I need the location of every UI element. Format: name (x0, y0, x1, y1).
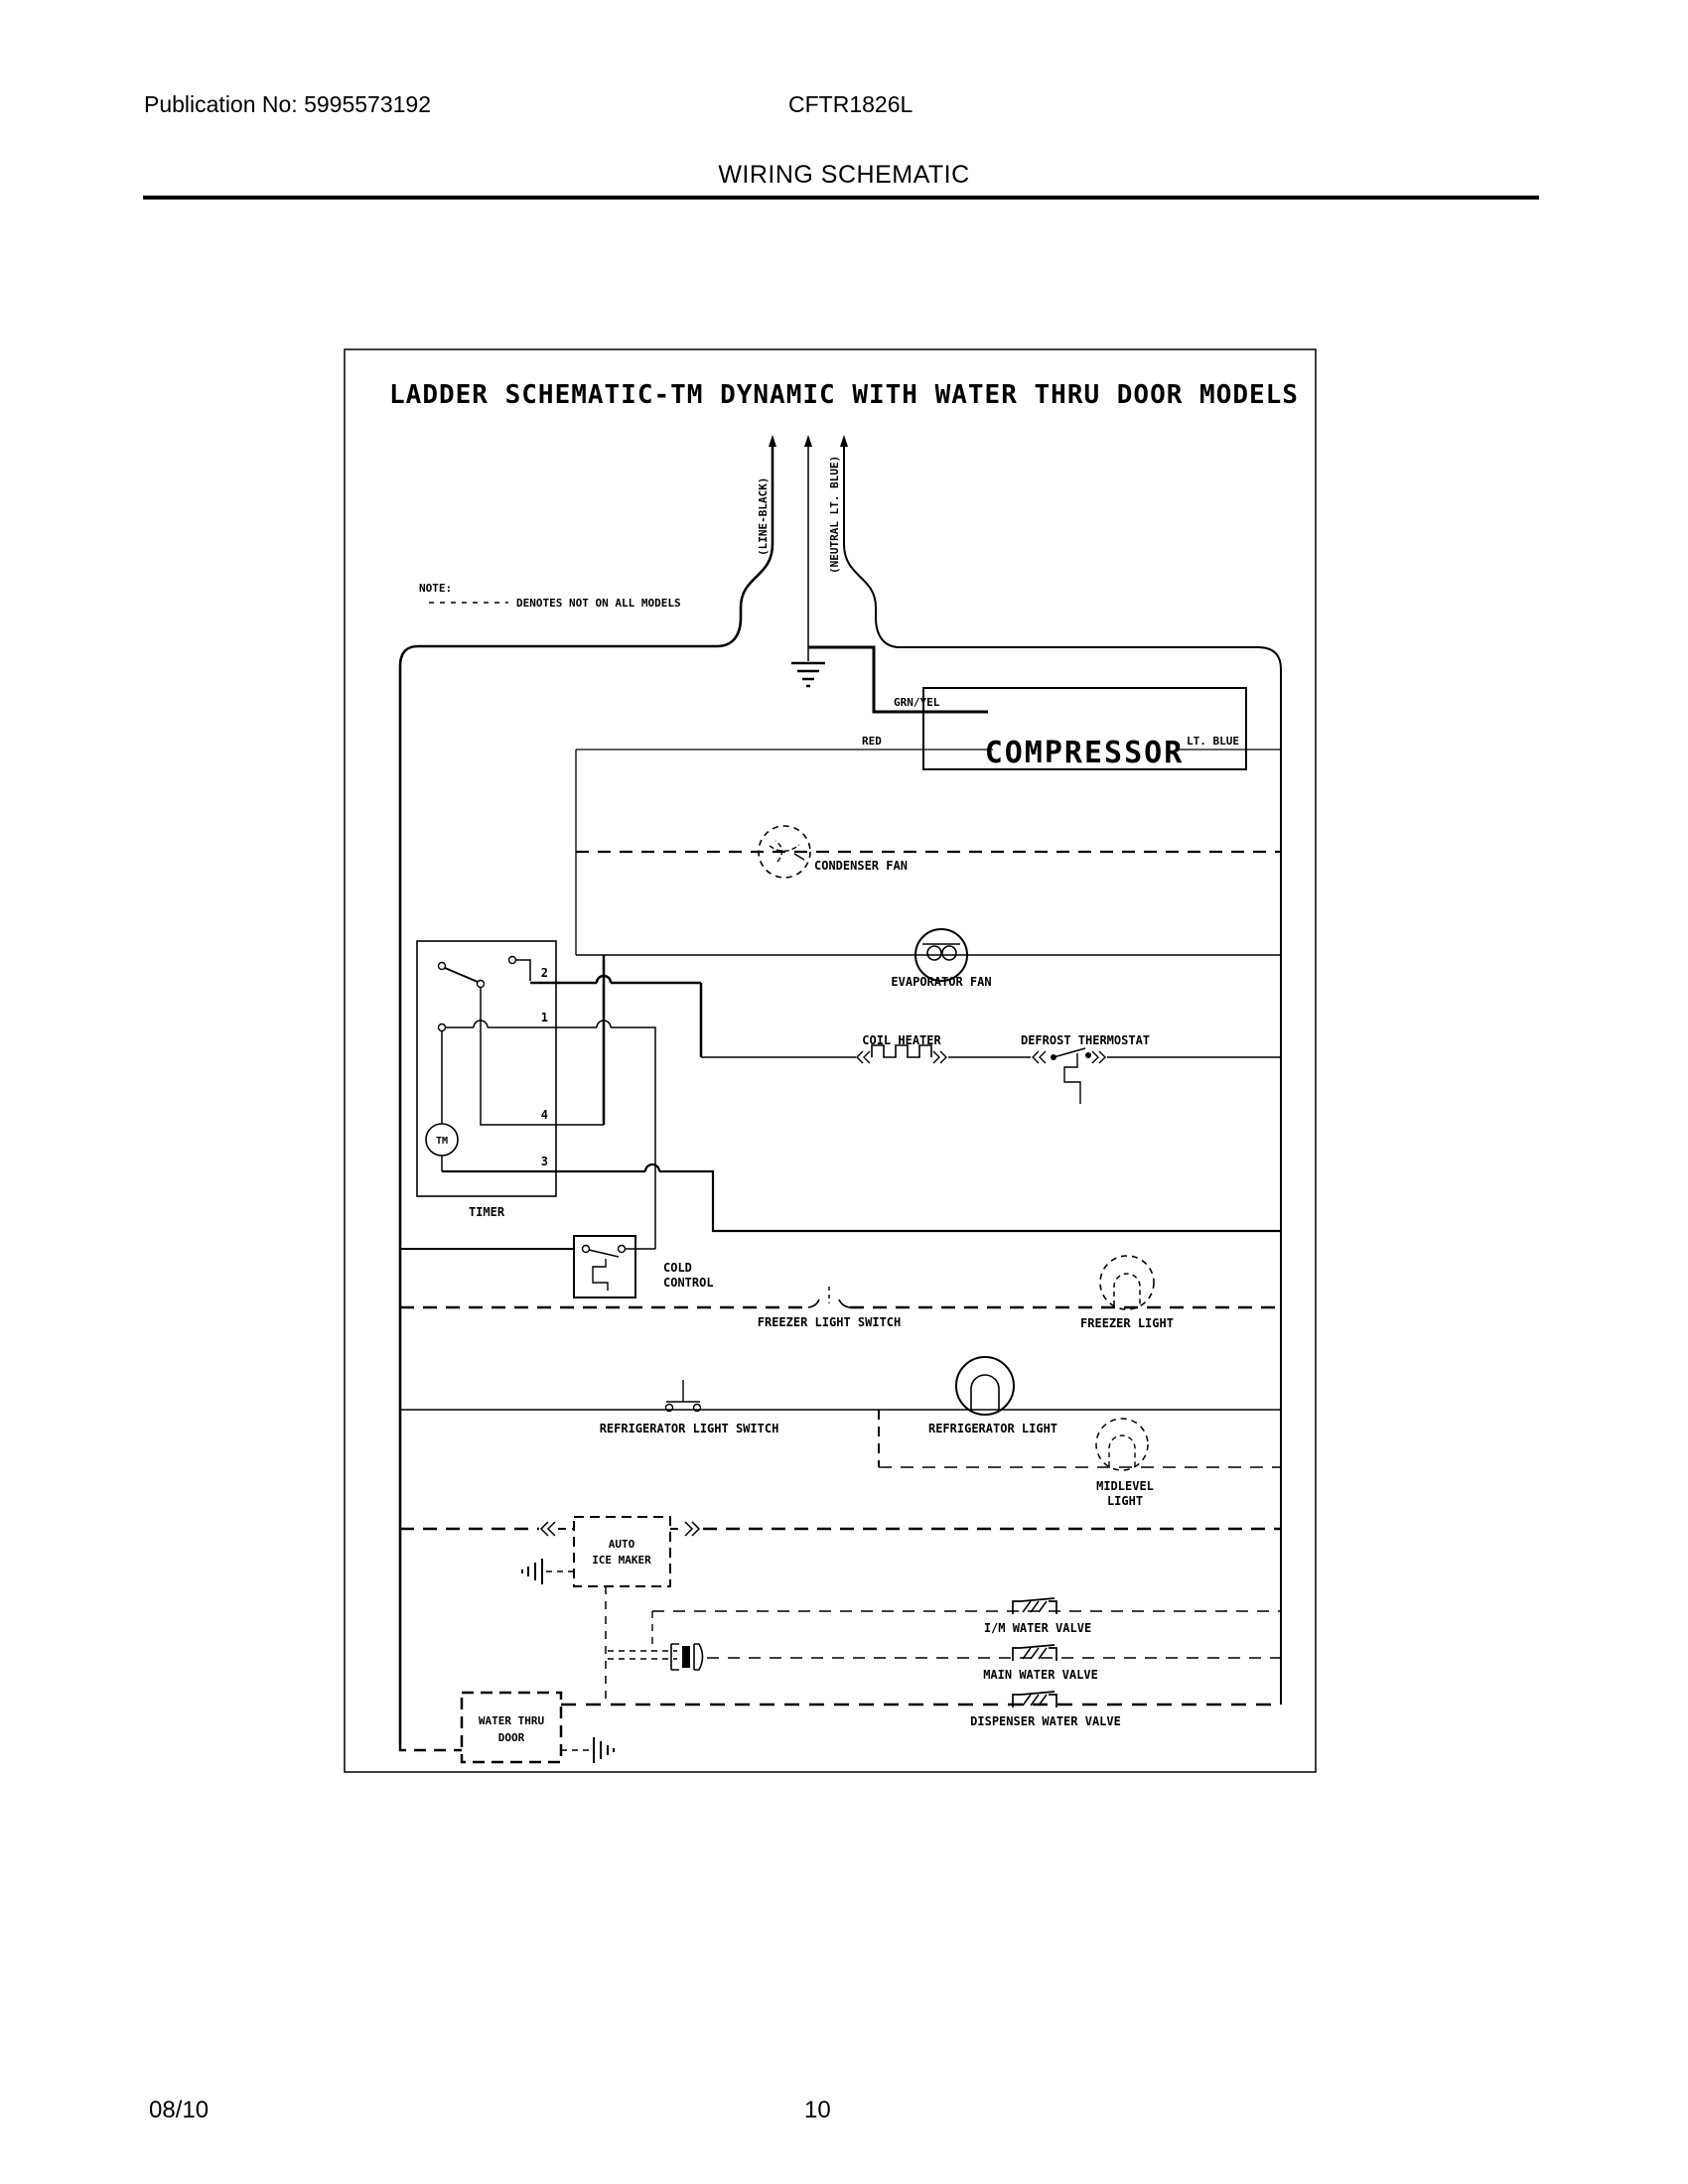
connector-left-icon (1033, 1051, 1046, 1063)
fan-blade-icon (794, 854, 804, 860)
cold-control-sensor-icon (593, 1259, 608, 1291)
freezer-light-switch-icon (808, 1299, 819, 1307)
fan-blade-icon (770, 845, 799, 851)
ground-icon (791, 647, 825, 686)
ice-maker-label-line1: AUTO (608, 1538, 635, 1551)
water-thru-door-label-line2: DOOR (497, 1731, 525, 1744)
plug-connector-icon (671, 1644, 703, 1670)
lamp-filament (1109, 1435, 1135, 1466)
freezer-light-label: FREEZER LIGHT (1080, 1316, 1174, 1330)
midlevel-light-label-line2: LIGHT (1106, 1494, 1144, 1508)
thermostat-blade (1054, 1048, 1085, 1057)
lamp-filament (1114, 1274, 1140, 1305)
main-water-valve-label: MAIN WATER VALVE (983, 1668, 1098, 1682)
connector-left-icon (541, 1522, 555, 1536)
timer-wire-3 (442, 1171, 1281, 1231)
refrigerator-light-bulb-icon (956, 1357, 1014, 1415)
refrigerator-light-label: REFRIGERATOR LIGHT (927, 1422, 1058, 1435)
timer-box (417, 941, 556, 1196)
freezer-light-switch-label: FREEZER LIGHT SWITCH (757, 1315, 902, 1329)
defrost-timer (417, 941, 1281, 1249)
timer-switch-blade (445, 968, 478, 982)
cold-control-blade (589, 1250, 619, 1257)
freezer-light-switch-icon (839, 1299, 850, 1307)
wire-hop (645, 1164, 659, 1171)
connector-right-icon (933, 1051, 946, 1063)
coil-heater-label: COIL HEATER (862, 1033, 941, 1047)
schematic-title: LADDER SCHEMATIC-TM DYNAMIC WITH WATER THRU DOOR MODELS (389, 380, 1299, 410)
note-label: NOTE: (419, 582, 453, 595)
water-thru-door-label-line1: WATER THRU (478, 1714, 545, 1727)
connector-leads (608, 1651, 677, 1659)
midlevel-light-bulb-icon (1096, 1419, 1148, 1470)
red-label: RED (862, 735, 882, 748)
timer-contact-2: 2 (540, 966, 548, 980)
grn-yel-label: GRN/YEL (894, 696, 940, 709)
note-text: DENOTES NOT ON ALL MODELS (516, 597, 681, 610)
refrigerator-light-switch-label: REFRIGERATOR LIGHT SWITCH (599, 1422, 779, 1435)
line-black-label: (LINE-BLACK) (757, 477, 770, 556)
ground-icon (561, 1737, 614, 1763)
refrigerator-light-circuit (400, 1357, 1281, 1435)
neutral-wire-right-rail (844, 447, 1281, 1705)
contact-terminal (619, 1246, 626, 1253)
contact-terminal (1085, 1052, 1091, 1058)
timer-contact-3: 3 (540, 1155, 548, 1168)
timer-contact-4: 4 (540, 1108, 548, 1122)
neutral-label: (NEUTRAL LT. BLUE) (828, 455, 841, 574)
defrost-thermostat-sensor-icon (1064, 1053, 1080, 1104)
wtd-feed-wire (400, 1744, 462, 1750)
ice-maker-box (574, 1517, 670, 1586)
cold-control-label-line1: COLD (663, 1261, 692, 1275)
arrow-up-icon (840, 435, 848, 447)
freezer-light-circuit (400, 1256, 1281, 1330)
water-thru-door (400, 1693, 614, 1763)
dispenser-water-valve-label: DISPENSER WATER VALVE (970, 1714, 1121, 1728)
timer-terminal (439, 963, 446, 970)
freezer-light-bulb-icon (1100, 1256, 1154, 1309)
publication-number: Publication No: 5995573192 (144, 91, 432, 117)
im-water-valve-label: I/M WATER VALVE (983, 1621, 1092, 1635)
arrow-up-icon (769, 435, 776, 447)
defrost-circuit (701, 1033, 1281, 1104)
timer-label: TIMER (468, 1205, 505, 1219)
evaporator-fan-circuit (576, 929, 1281, 989)
line-black-wire-left-rail (400, 447, 773, 1744)
timer-terminal (439, 1024, 446, 1031)
lamp-filament (971, 1375, 999, 1410)
compressor (576, 647, 1281, 770)
cold-control (400, 1236, 714, 1297)
condenser-fan-circuit (576, 826, 1281, 878)
note-legend (419, 582, 681, 610)
water-thru-door-box (462, 1693, 561, 1762)
power-entry (400, 435, 1281, 1744)
evaporator-fan-label: EVAPORATOR FAN (891, 975, 992, 989)
connector-right-icon (1092, 1051, 1105, 1063)
lt-blue-label: LT. BLUE (1187, 735, 1239, 748)
footer-revision: 08/10 (149, 2097, 210, 2123)
water-valve-circuits (561, 1598, 1281, 1728)
timer-terminal (509, 957, 516, 964)
condenser-fan-label: CONDENSER FAN (814, 859, 908, 873)
page-title: WIRING SCHEMATIC (718, 161, 970, 189)
motor-winding-icon (927, 946, 941, 960)
connector-left-icon (857, 1051, 870, 1063)
timer-motor-label: TM (435, 1136, 449, 1147)
motor-winding-icon (942, 946, 956, 960)
model-number: CFTR1826L (788, 91, 914, 117)
midlevel-light-label-line1: MIDLEVEL (1096, 1479, 1154, 1493)
compressor-label: COMPRESSOR (984, 736, 1185, 770)
ice-maker-label-line2: ICE MAKER (592, 1554, 651, 1567)
defrost-thermostat-label: DEFROST THERMOSTAT (1020, 1033, 1151, 1047)
timer-wire-4 (481, 987, 604, 1125)
timer-terminal (478, 981, 485, 988)
cold-control-label-line2: CONTROL (663, 1276, 714, 1290)
arrow-up-icon (804, 435, 812, 447)
ground-icon (522, 1559, 574, 1584)
timer-contact-1: 1 (540, 1011, 548, 1024)
contact-terminal (583, 1246, 590, 1253)
connector-right-icon (685, 1522, 699, 1536)
footer-page-number: 10 (804, 2097, 831, 2123)
